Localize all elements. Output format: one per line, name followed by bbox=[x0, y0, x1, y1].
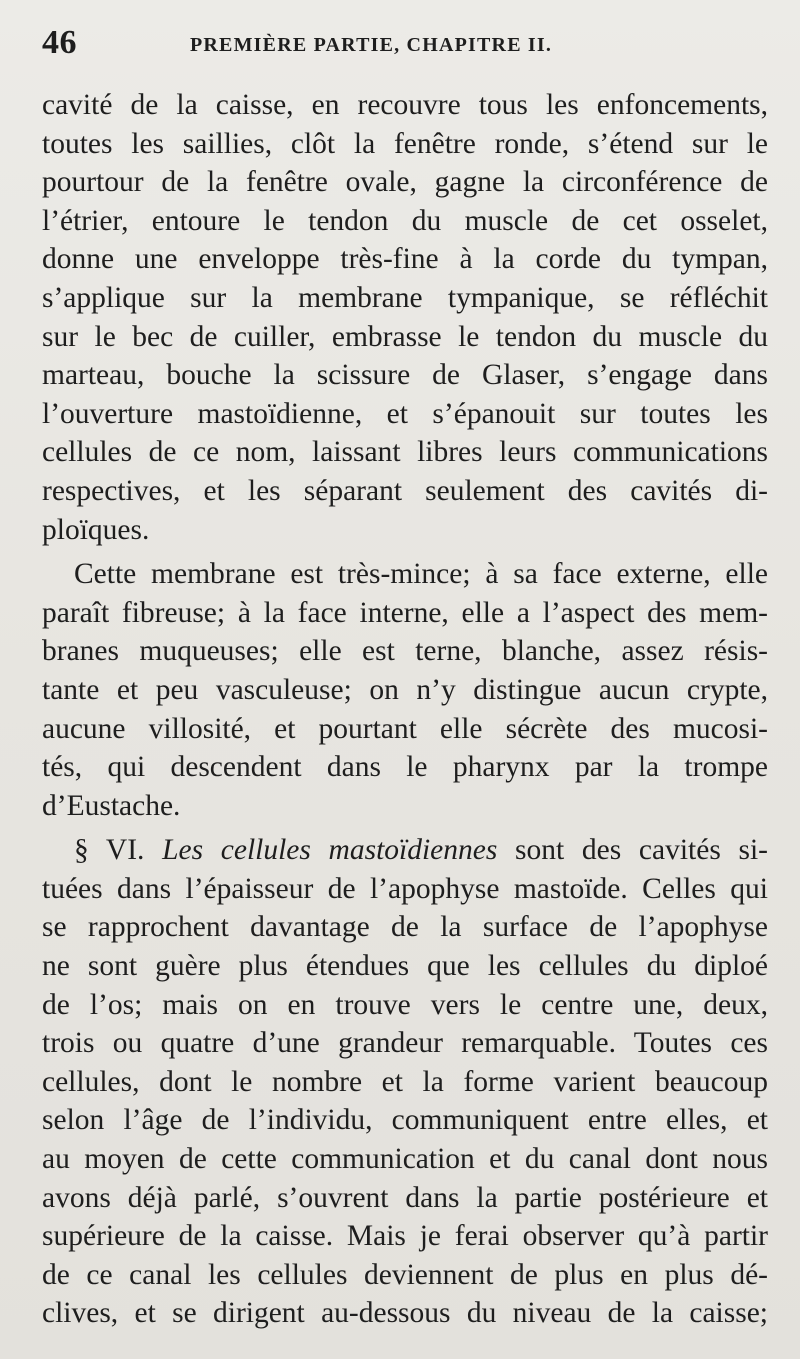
body-text bbox=[42, 86, 768, 1333]
text-line: marteau, bouche la scissure de Glaser, s’engage dans bbox=[42, 359, 768, 392]
text-line: pourtour de la fenêtre ovale, gagne la circonférence de bbox=[42, 166, 768, 199]
running-head: PREMIÈRE PARTIE, CHAPITRE II. bbox=[190, 34, 553, 56]
text-line: respectives, et les séparant seulement des cavités di- bbox=[42, 474, 768, 507]
text-line: ne sont guère plus étendues que les cellules du diploé bbox=[42, 950, 768, 983]
text-line: tés, qui descendent dans le pharynx par la trompe bbox=[42, 751, 768, 784]
text-line: branes muqueuses; elle est terne, blanche, assez résis- bbox=[42, 635, 768, 668]
text-line: selon l’âge de l’individu, communiquent entre elles, et bbox=[42, 1104, 768, 1137]
text-line: se rapprochent davantage de la surface de l’apophyse bbox=[42, 911, 768, 944]
page-number: 46 bbox=[42, 24, 77, 61]
text-line: Cette membrane est très-mince; à sa face externe, elle bbox=[74, 558, 768, 591]
text-line: cavité de la caisse, en recouvre tous les enfoncements, bbox=[42, 89, 768, 121]
text-line: aucune villosité, et pourtant elle sécrète des mucosi- bbox=[42, 712, 768, 745]
section-mark: § VI. bbox=[74, 834, 145, 867]
text-line: tante et peu vasculeuse; on n’y distingue aucun crypte, bbox=[42, 673, 768, 706]
section-first-line bbox=[42, 831, 768, 870]
paragraph-1 bbox=[42, 86, 768, 549]
text-line: sur le bec de cuiller, embrasse le tendon du muscle du bbox=[42, 320, 768, 353]
text-line: avons déjà parlé, s’ouvrent dans la partie postérieure et bbox=[42, 1181, 768, 1214]
text-line: donne une enveloppe très-fine à la corde du tympan, bbox=[42, 243, 768, 276]
paragraph-3-section-vi bbox=[42, 831, 768, 1333]
text-line: tuées dans l’épaisseur de l’apophyse mastoïde. Celles qui bbox=[42, 872, 768, 905]
text-line: de l’os; mais on en trouve vers le centre une, deux, bbox=[42, 988, 768, 1021]
text-line: l’ouverture mastoïdienne, et s’épanouit sur toutes les bbox=[42, 397, 768, 430]
text-line: paraît fibreuse; à la face interne, elle a l’aspect des mem- bbox=[42, 596, 768, 629]
text-line: trois ou quatre d’une grandeur remarquable. Toutes ces bbox=[42, 1027, 768, 1060]
text-line: toutes les saillies, clôt la fenêtre ronde, s’étend sur le bbox=[42, 127, 768, 160]
text-line: supérieure de la caisse. Mais je ferai observer qu’à partir bbox=[42, 1220, 768, 1253]
text-line: s’applique sur la membrane tympanique, se réfléchit bbox=[42, 281, 768, 314]
text-line: ploïques. bbox=[42, 513, 150, 546]
text-line: cellules, dont le nombre et la forme varient beaucoup bbox=[42, 1065, 768, 1098]
section-heading: Les cellules mastoïdiennes bbox=[162, 834, 498, 867]
text-line: de ce canal les cellules deviennent de plus en plus dé- bbox=[42, 1258, 768, 1291]
text-line: d’Eustache. bbox=[42, 789, 181, 822]
text-line: l’étrier, entoure le tendon du muscle de cet osselet, bbox=[42, 204, 768, 237]
text-line: au moyen de cette communication et du canal dont nous bbox=[42, 1143, 768, 1176]
text-line: cellules de ce nom, laissant libres leurs communications bbox=[42, 436, 768, 469]
text-line: clives, et se dirigent au-dessous du niveau de la caisse; bbox=[42, 1297, 768, 1330]
paragraph-2 bbox=[42, 555, 768, 825]
section-first-line-rest: sont des cavités si- bbox=[515, 834, 768, 867]
page-header bbox=[42, 22, 768, 70]
